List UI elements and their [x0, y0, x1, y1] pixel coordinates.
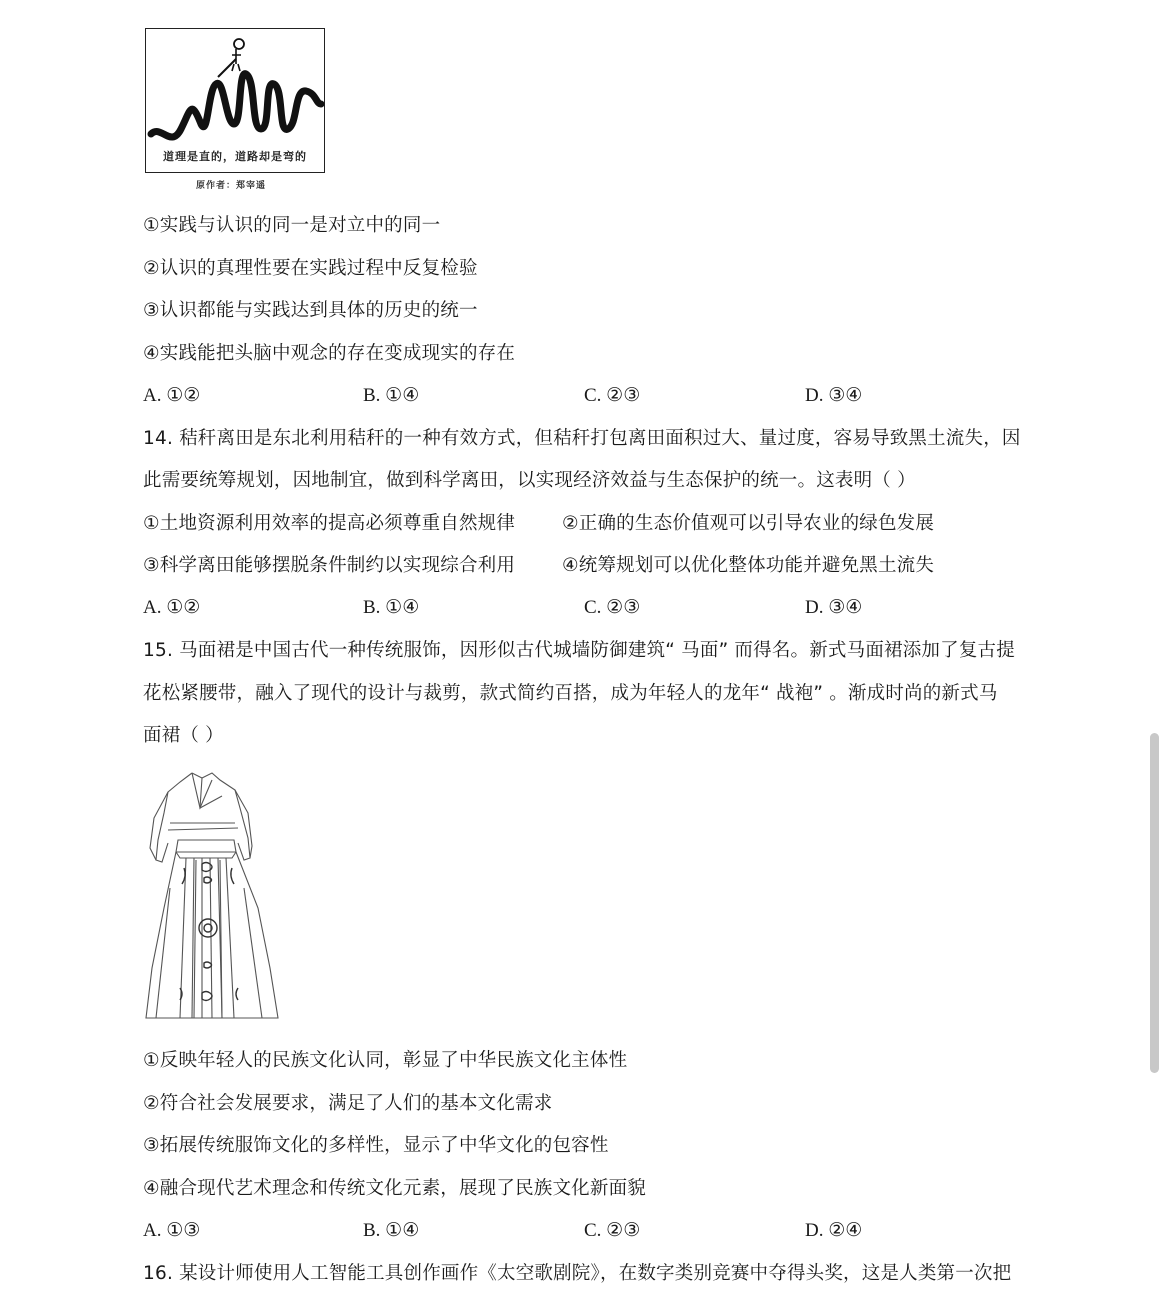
q14-item-4: ④统筹规划可以优化整体功能并避免黑土流失	[562, 555, 935, 576]
q15-option-d[interactable]: D. ②④	[805, 1220, 863, 1241]
q15-stem-line-3: 面裙（ ）	[143, 725, 224, 746]
vertical-scrollbar[interactable]	[1150, 733, 1159, 1073]
q13-item-2: ②认识的真理性要在实践过程中反复检验	[143, 258, 478, 279]
q13-option-b[interactable]: B. ①④	[363, 385, 420, 406]
cartoon-caption: 道理是直的，道路却是弯的	[163, 150, 307, 163]
q14-option-c[interactable]: C. ②③	[584, 597, 641, 618]
q15-stem-line-2: 花松紧腰带，融入了现代的设计与裁剪，款式简约百搭，成为年轻人的龙年“ 战袍” 。渐成时尚的新式马	[143, 683, 998, 704]
q15-stem-line-1: 15. 马面裙是中国古代一种传统服饰，因形似古代城墙防御建筑“ 马面” 而得名。新式马面裙添加了复古提	[143, 640, 1015, 661]
q15-option-c[interactable]: C. ②③	[584, 1220, 641, 1241]
q13-item-1: ①实践与认识的同一是对立中的同一	[143, 215, 441, 236]
q14-option-a[interactable]: A. ①②	[143, 597, 201, 618]
cartoon-author: 原作者：郑宰遥	[196, 181, 267, 191]
q13-option-a[interactable]: A. ①②	[143, 385, 201, 406]
q13-option-d[interactable]: D. ③④	[805, 385, 863, 406]
q15-option-a[interactable]: A. ①③	[143, 1220, 201, 1241]
q13-item-3: ③认识都能与实践达到具体的历史的统一	[143, 300, 478, 321]
mamian-skirt-illustration	[140, 768, 285, 1023]
q15-option-b[interactable]: B. ①④	[363, 1220, 420, 1241]
q15-item-1: ①反映年轻人的民族文化认同，彰显了中华民族文化主体性	[143, 1050, 628, 1071]
q14-stem-line-2: 此需要统筹规划，因地制宜，做到科学离田，以实现经济效益与生态保护的统一。这表明（ ）	[143, 470, 916, 491]
q14-item-1: ①土地资源利用效率的提高必须尊重自然规律	[143, 513, 516, 534]
q16-stem-line-1: 16. 某设计师使用人工智能工具创作画作《太空歌剧院》，在数字类别竞赛中夺得头奖，这是人类第一次把	[143, 1263, 1012, 1284]
q13-item-4: ④实践能把头脑中观念的存在变成现实的存在	[143, 343, 516, 364]
q13-option-c[interactable]: C. ②③	[584, 385, 641, 406]
q14-item-3: ③科学离田能够摆脱条件制约以实现综合利用	[143, 555, 516, 576]
q14-option-d[interactable]: D. ③④	[805, 597, 863, 618]
q14-item-2: ②正确的生态价值观可以引导农业的绿色发展	[562, 513, 935, 534]
q14-option-b[interactable]: B. ①④	[363, 597, 420, 618]
q14-stem-line-1: 14. 秸秆离田是东北利用秸秆的一种有效方式，但秸秆打包离田面积过大、量过度，容易导致黑土流失，因	[143, 428, 1021, 449]
q15-item-3: ③拓展传统服饰文化的多样性，显示了中华文化的包容性	[143, 1135, 609, 1156]
q15-item-4: ④融合现代艺术理念和传统文化元素，展现了民族文化新面貌	[143, 1178, 646, 1199]
cartoon-illustration	[145, 28, 325, 173]
q15-item-2: ②符合社会发展要求，满足了人们的基本文化需求	[143, 1093, 553, 1114]
